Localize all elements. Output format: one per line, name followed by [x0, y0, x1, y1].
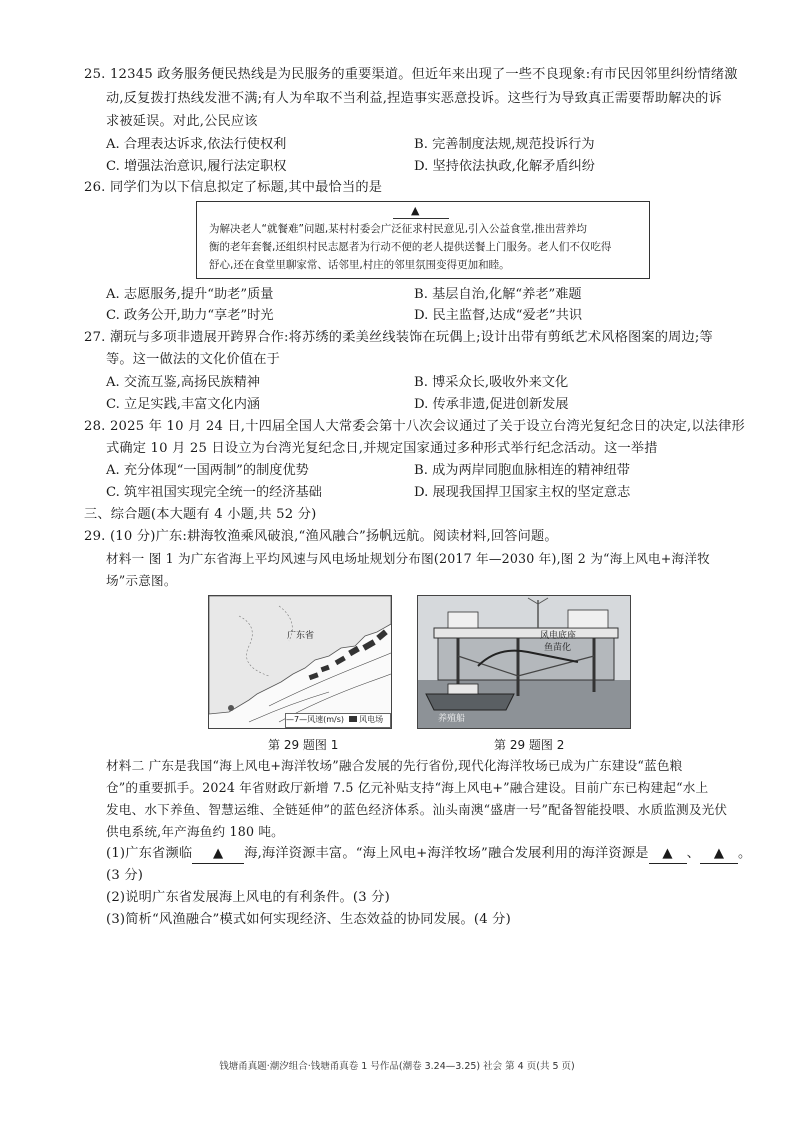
sub1-blank-sea[interactable]: ▲	[192, 845, 244, 864]
legend-wind-farm: 风电场	[359, 715, 384, 724]
q29-material2-line1: 材料二 广东是我国“海上风电+海洋牧场”融合发展的先行省份,现代化海洋牧场已成为广东建设“蓝色粮	[106, 758, 683, 773]
q29-material1-line2: 场”示意图。	[106, 573, 177, 588]
q29-material1-line1: 材料一 图 1 为广东省海上平均风速与风电场址规划分布图(2017 年—2030 年),图 2 为“海上风电+海洋牧	[106, 551, 710, 566]
sub1-text-b: 海,海洋资源丰富。“海上风电+海洋牧场”融合发展利用的海洋资源是	[244, 846, 649, 861]
legend-wind-speed: —7—风速(m/s)	[286, 715, 344, 724]
map-legend	[285, 713, 391, 728]
sub1-blank-resource2[interactable]: ▲	[700, 845, 738, 864]
q26-option-a: A. 志愿服务,提升“助老”质量	[106, 287, 274, 302]
q28-stem-line2: 式确定 10 月 25 日设立为台湾光复纪念日,并规定国家通过多种形式举行纪念活动。这一举措	[106, 441, 658, 456]
sub1-text-a: (1)广东省濒临	[106, 846, 193, 861]
sub1-blank-resource1[interactable]: ▲	[649, 845, 687, 864]
q26-box-line1: 为解决老人“就餐难”问题,某村村委会广泛征求村民意见,引入公益食堂,推出营养均	[209, 223, 587, 235]
q28-stem-line1: 28. 2025 年 10 月 24 日,十四届全国人大常委会第十八次会议通过了关于设立台湾光复纪念日的决定,以法律形	[84, 419, 745, 434]
q25-option-b: B. 完善制度法规,规范投诉行为	[414, 137, 595, 152]
q27-stem-line2: 等。这一做法的文化价值在于	[106, 352, 281, 367]
map-drawing	[209, 596, 391, 728]
q26-stem: 26. 同学们为以下信息拟定了标题,其中最恰当的是	[84, 180, 383, 195]
q26-info-box	[196, 201, 650, 279]
figure-2-caption: 第 29 题图 2	[494, 738, 565, 752]
q29-material2-line2: 仓”的重要抓手。2024 年省财政厅新增 7.5 亿元补贴支持“海上风电+”融合建设。目前广东已构建起“水上	[106, 780, 709, 795]
q26-option-d: D. 民主监督,达成“爱老”共识	[414, 308, 583, 323]
q28-option-b: B. 成为两岸同胞血脉相连的精神纽带	[414, 463, 630, 478]
q29-sub1	[106, 845, 751, 864]
map-province-label: 广东省	[287, 631, 315, 641]
q29-sub2: (2)说明广东省发展海上风电的有利条件。(3 分)	[106, 890, 390, 905]
figure-2-illustration	[417, 595, 631, 729]
fig2-label-base: 风电底座	[540, 631, 577, 641]
figure-1-caption: 第 29 题图 1	[268, 738, 339, 752]
q27-option-c: C. 立足实践,丰富文化内涵	[106, 397, 261, 412]
figure-1-map	[208, 595, 392, 729]
sub1-separator: 、	[686, 846, 700, 861]
q28-option-c: C. 筑牢祖国实现完全统一的经济基础	[106, 485, 322, 500]
title-placeholder-triangle: ▲	[411, 204, 420, 217]
fig2-label-boat: 养殖船	[438, 714, 466, 724]
q26-box-line3: 舒心,还在食堂里聊家常、话邻里,村庄的邻里氛围变得更加和睦。	[209, 259, 510, 271]
title-underline	[393, 218, 449, 219]
legend-farm-swatch	[349, 716, 357, 722]
q28-option-a: A. 充分体现“一国两制”的制度优势	[106, 463, 309, 478]
sub1-end: 。	[737, 846, 752, 861]
q25-stem-line3: 求被延误。对此,公民应该	[106, 114, 258, 129]
q26-option-b: B. 基层自治,化解“养老”难题	[414, 287, 582, 302]
platform-drawing	[418, 596, 630, 728]
fig2-label-fry: 鱼苗化	[544, 643, 572, 653]
q25-option-c: C. 增强法治意识,履行法定职权	[106, 159, 287, 174]
q25-option-d: D. 坚持依法执政,化解矛盾纠纷	[414, 159, 595, 174]
q27-stem-line1: 27. 潮玩与多项非遗展开跨界合作:将苏绣的柔美丝线装饰在玩偶上;设计出带有剪纸艺术风格图案的周边;等	[84, 330, 713, 345]
q28-option-d: D. 展现我国捍卫国家主权的坚定意志	[414, 485, 631, 500]
q26-option-c: C. 政务公开,助力“享老”时光	[106, 308, 274, 323]
q27-option-b: B. 博采众长,吸收外来文化	[414, 375, 569, 390]
q27-option-a: A. 交流互鉴,高扬民族精神	[106, 375, 260, 390]
page-footer: 钱塘甬真题·潮汐组合·钱塘甬真卷 1 号作品(潮卷 3.24—3.25) 社会 第 4 页(共 5 页)	[219, 1061, 575, 1072]
q29-material2-line4: 供电系统,年产海鱼约 180 吨。	[106, 824, 284, 839]
q29-sub3: (3)简析“风渔融合”模式如何实现经济、生态效益的协同发展。(4 分)	[106, 912, 511, 927]
q26-box-line2: 衡的老年套餐,还组织村民志愿者为行动不便的老人提供送餐上门服务。老人们不仅吃得	[209, 241, 612, 253]
q29-sub1-score: (3 分)	[106, 868, 144, 883]
q27-option-d: D. 传承非遗,促进创新发展	[414, 397, 569, 412]
q29-stem: 29. (10 分)广东:耕海牧渔乘风破浪,“渔风融合”扬帆远航。阅读材料,回答问题。	[84, 529, 558, 544]
q25-stem-line1: 25. 12345 政务服务便民热线是为民服务的重要渠道。但近年来出现了一些不良现象:有市民因邻里纠纷情绪激	[84, 67, 738, 82]
q25-option-a: A. 合理表达诉求,依法行使权利	[106, 137, 287, 152]
section-heading: 三、综合题(本大题有 4 小题,共 52 分)	[84, 507, 317, 522]
q29-material2-line3: 发电、水下养鱼、智慧运维、全链延伸”的蓝色经济体系。汕头南澳“盛唐一号”配备智能投喂、水质监测及光伏	[106, 802, 728, 817]
q25-stem-line2: 动,反复拨打热线发泄不满;有人为牟取不当利益,捏造事实恶意投诉。这些行为导致真正需要帮助解决的诉	[106, 91, 722, 106]
